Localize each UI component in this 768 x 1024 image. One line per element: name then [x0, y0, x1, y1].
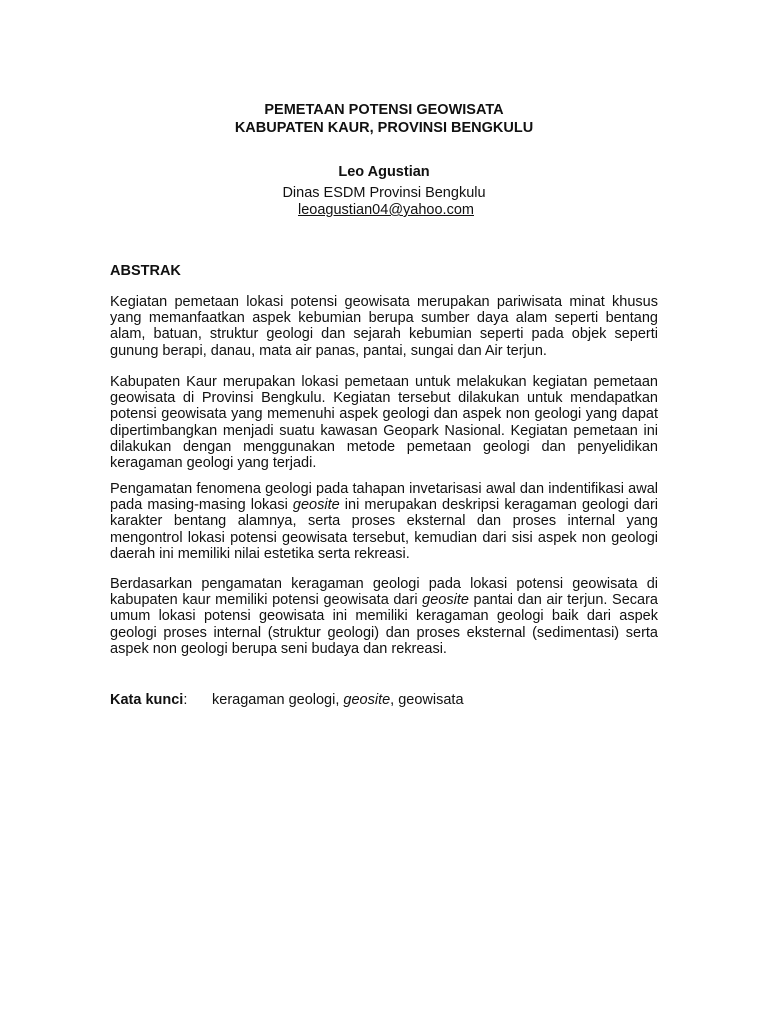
author-affiliation: Dinas ESDM Provinsi Bengkulu: [282, 185, 486, 201]
keywords-values: [212, 691, 464, 709]
keywords-label: Kata kunci: [110, 692, 184, 708]
keywords-line: [110, 691, 464, 709]
abstract-paragraph-4: [110, 576, 658, 657]
paragraph-3-italic-term: geosite: [292, 497, 340, 514]
paragraph-3-text-a: Pengamatan fenomena geologi pada tahapan invetarisasi awal dan indentifikasi awal pada masing-masing lokasi: [110, 481, 658, 514]
paragraph-4-italic-term: geosite: [422, 592, 469, 609]
paragraph-3-text-b: ini merupakan deskripsi keragaman geologi dari karakter bentang alamnya, serta proses eksternal dan proses internal yang mengontrol lokasi potensi geowisata tersebut, kemudian dari sisi aspek non geologi daerah ini memiliki nilai estetika serta rekreasi.: [110, 497, 658, 562]
paragraph-4-text-a: Berdasarkan pengamatan keragaman geologi pada lokasi potensi geowisata di kabupaten kaur memiliki potensi geowisata dari: [110, 576, 658, 609]
keyword-2: geosite: [343, 692, 391, 708]
author-name: Leo Agustian: [338, 164, 430, 180]
abstract-paragraph-1: Kegiatan pemetaan lokasi potensi geowisata merupakan pariwisata minat khusus yang memanfaatkan aspek kebumian berupa sumber daya alam seperti bentang alam, batuan, struktur geologi dan sejarah kebumian seperti pada objek seperti gunung berapi, danau, mata air panas, pantai, sungai dan Air terjun.: [110, 294, 658, 359]
abstract-heading: ABSTRAK: [110, 263, 181, 279]
paragraph-4-text-b: pantai dan air terjun. Secara umum lokasi potensi geowisata ini memiliki keragaman geologi baik dari aspek geologi proses internal (struktur geologi) dan proses eksternal (sedimentasi) serta aspek non geologi berupa seni budaya dan rekreasi.: [110, 592, 658, 657]
paper-title-line-1: PEMETAAN POTENSI GEOWISATA: [264, 102, 504, 118]
keyword-1: keragaman geologi,: [212, 692, 344, 708]
abstract-paragraph-3: [110, 481, 658, 562]
abstract-paragraph-2: Kabupaten Kaur merupakan lokasi pemetaan untuk melakukan kegiatan pemetaan geowisata di Provinsi Bengkulu. Kegiatan tersebut dilakukan untuk mendapatkan potensi geowisata yang memenuhi aspek geologi dan aspek non geologi yang dapat dipertimbangkan menjadi suatu kawasan Geopark Nasional. Kegiatan pemetaan ini dilakukan dengan menggunakan metode pemetaan geologi dan penyelidikan keragaman geologi yang terjadi.: [110, 374, 658, 472]
paper-title-line-2: KABUPATEN KAUR, PROVINSI BENGKULU: [234, 120, 534, 136]
author-email-link[interactable]: leoagustian04@yahoo.com: [298, 202, 474, 218]
keywords-colon: :: [183, 692, 188, 708]
keyword-3: , geowisata: [390, 692, 464, 708]
author-email-line: [0, 202, 768, 218]
